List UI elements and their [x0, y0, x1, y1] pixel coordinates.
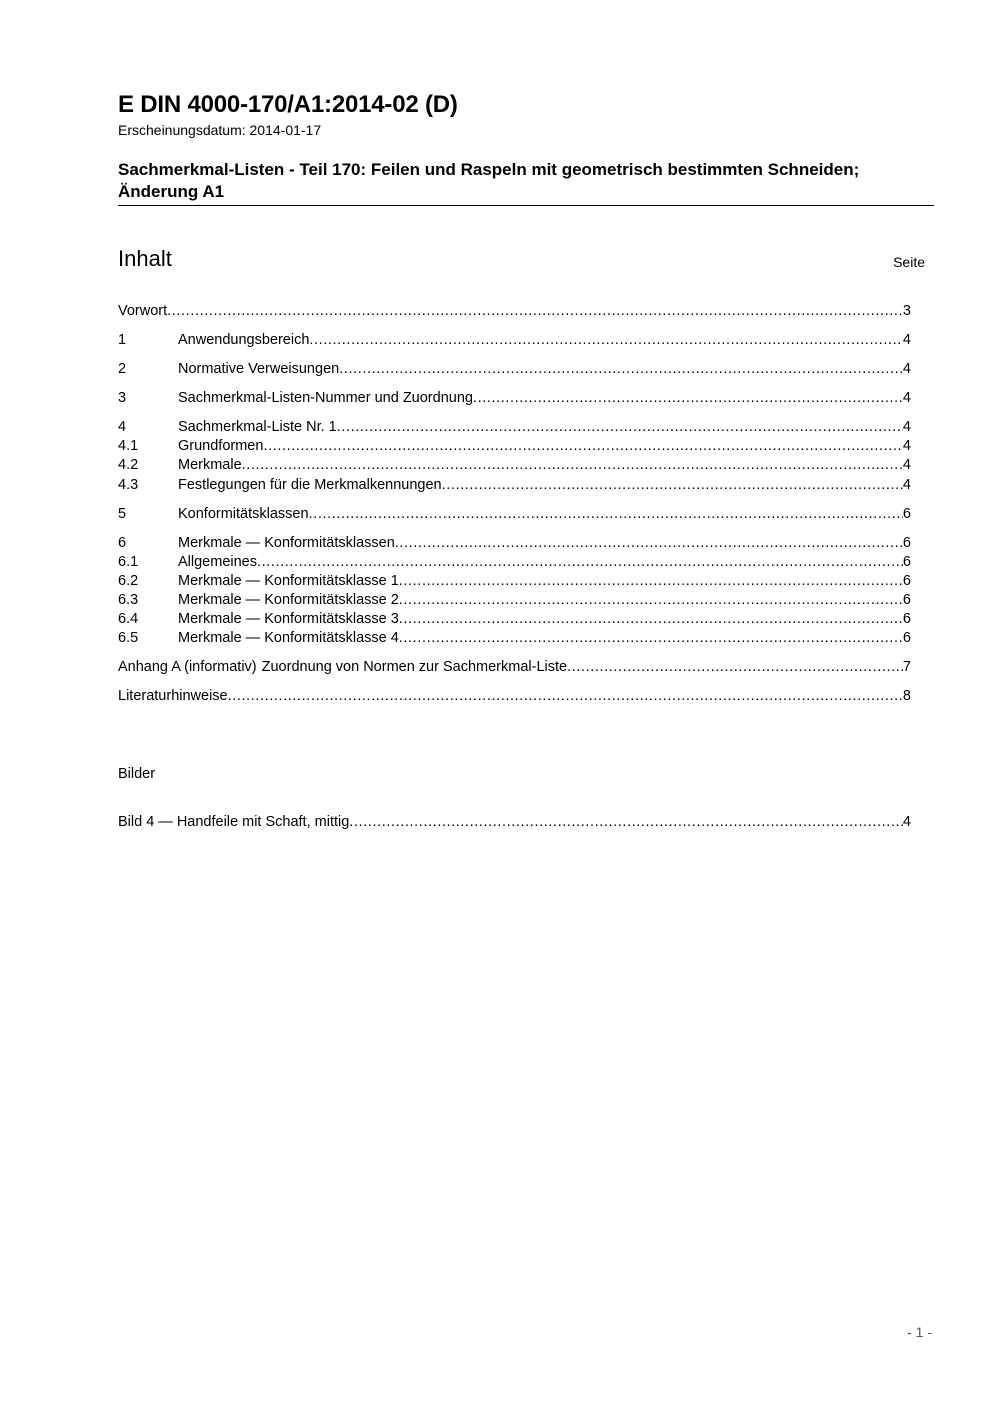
toc-entry-4[interactable]: [118, 418, 911, 437]
toc-entry-number: 4.1: [118, 438, 139, 454]
toc-entry-page: 6: [902, 592, 911, 608]
toc-entry-4-2[interactable]: [118, 456, 911, 475]
toc-entry-number: 6.5: [118, 630, 139, 646]
toc-entry-label: Merkmale — Konformitätsklassen: [178, 535, 395, 551]
toc-entry-4-1[interactable]: [118, 437, 911, 456]
toc-entry-label: Festlegungen für die Merkmalkennungen: [178, 477, 442, 493]
toc-entry-number: 3: [118, 390, 127, 406]
toc-entry-page: 6: [902, 506, 911, 522]
toc-leader-dots: [309, 331, 903, 350]
toc-entry-label: Merkmale — Konformitätsklasse 2: [178, 592, 399, 608]
toc-leader-dots: [242, 456, 903, 475]
title-divider: [118, 205, 934, 206]
toc-entry-page: 4: [902, 332, 911, 348]
toc-leader-dots: [257, 553, 903, 572]
toc-entry-number: 6: [118, 535, 127, 551]
toc-leader-dots: [399, 591, 903, 610]
toc-entry-4-3[interactable]: [118, 476, 911, 495]
toc-entry-number: 4.2: [118, 457, 139, 473]
figure-entry-bild-4[interactable]: [118, 813, 911, 832]
toc-entry-number: 6.3: [118, 592, 139, 608]
toc-entry-number: 2: [118, 361, 127, 377]
toc-entry-6-2[interactable]: [118, 572, 911, 591]
toc-entry-number: 6.4: [118, 611, 139, 627]
toc-entry-label: Merkmale — Konformitätsklasse 4: [178, 630, 399, 646]
toc-entry-label: Sachmerkmal-Liste Nr. 1: [178, 419, 337, 435]
toc-entry-label: Anwendungsbereich: [178, 332, 310, 348]
toc-entry-page: 4: [902, 457, 911, 473]
toc-entry-number: 4: [118, 419, 127, 435]
toc-entry-label: Zuordnung von Normen zur Sachmerkmal-Liste: [261, 659, 568, 675]
document-id: E DIN 4000-170/A1:2014-02 (D): [118, 91, 458, 118]
toc-entry-number: Anhang A (informativ): [118, 659, 257, 675]
document-title: Sachmerkmal-Listen - Teil 170: Feilen und Raspeln mit geometrisch bestimmten Schneiden; Änderung A1: [118, 160, 860, 201]
toc-entry-label: Grundformen: [178, 438, 264, 454]
toc-entry-page: 7: [902, 659, 911, 675]
toc-entry-annex-a[interactable]: [118, 658, 911, 677]
toc-leader-dots: [473, 389, 903, 408]
figure-entry-label: Bild 4 — Handfeile mit Schaft, mittig: [118, 814, 350, 830]
toc-leader-dots: [399, 572, 903, 591]
toc-entry-number: 5: [118, 506, 127, 522]
toc-entry-number: 4.3: [118, 477, 139, 493]
toc-entry-page: 8: [902, 688, 911, 704]
toc-page-column-label: Seite: [893, 254, 925, 270]
toc-leader-dots: [263, 437, 902, 456]
toc-entry-page: 4: [902, 438, 911, 454]
toc-entry-number: 6.1: [118, 554, 139, 570]
toc-entry-page: 4: [902, 419, 911, 435]
toc-entry-2[interactable]: [118, 360, 911, 379]
toc-entry-label: Merkmale — Konformitätsklasse 1: [178, 573, 399, 589]
toc-entry-number: 6.2: [118, 573, 139, 589]
footer-page-number: - 1 -: [907, 1324, 932, 1340]
toc-entry-6-5[interactable]: [118, 629, 911, 648]
toc-entry-6-4[interactable]: [118, 610, 911, 629]
toc-entry-page: 6: [902, 611, 911, 627]
toc-heading: Inhalt: [118, 246, 172, 271]
toc-leader-dots: [228, 687, 903, 706]
toc-entry-label: Allgemeines: [178, 554, 257, 570]
publication-date: Erscheinungsdatum: 2014-01-17: [118, 122, 322, 138]
toc-entry-label: Merkmale: [178, 457, 242, 473]
toc-entry-6[interactable]: [118, 534, 911, 553]
toc-entry-5[interactable]: [118, 505, 911, 524]
toc-leader-dots: [337, 418, 903, 437]
toc-leader-dots: [339, 360, 903, 379]
toc-entry-page: 6: [902, 554, 911, 570]
toc-entry-label: Normative Verweisungen: [178, 361, 340, 377]
toc-leader-dots: [442, 476, 903, 495]
toc-entry-label: Merkmale — Konformitätsklasse 3: [178, 611, 399, 627]
toc-entry-number: 1: [118, 332, 127, 348]
toc-leader-dots: [309, 505, 903, 524]
toc-entry-label: Literaturhinweise: [118, 688, 228, 704]
toc-entry-page: 4: [902, 390, 911, 406]
toc-entry-6-3[interactable]: [118, 591, 911, 610]
toc-leader-dots: [567, 658, 903, 677]
toc-entry-page: 4: [902, 361, 911, 377]
toc-entry-bibliography[interactable]: [118, 687, 911, 706]
toc-entry-page: 6: [902, 573, 911, 589]
toc-leader-dots: [349, 813, 903, 832]
toc-entry-label: Vorwort: [118, 303, 168, 319]
toc-leader-dots: [395, 534, 903, 553]
toc-entry-label: Konformitätsklassen: [178, 506, 309, 522]
toc-leader-dots: [167, 302, 903, 321]
toc-entry-vorwort[interactable]: [118, 302, 911, 321]
toc-entry-page: 6: [902, 535, 911, 551]
toc-leader-dots: [399, 629, 903, 648]
toc-leader-dots: [399, 610, 903, 629]
figure-entry-page: 4: [902, 814, 911, 830]
toc-entry-page: 4: [902, 477, 911, 493]
figures-heading: Bilder: [118, 766, 156, 782]
toc-entry-1[interactable]: [118, 331, 911, 350]
toc-entry-label: Sachmerkmal-Listen-Nummer und Zuordnung: [178, 390, 473, 406]
toc-entry-6-1[interactable]: [118, 553, 911, 572]
toc-entry-page: 6: [902, 630, 911, 646]
toc-entry-page: 3: [902, 303, 911, 319]
toc-entry-3[interactable]: [118, 389, 911, 408]
